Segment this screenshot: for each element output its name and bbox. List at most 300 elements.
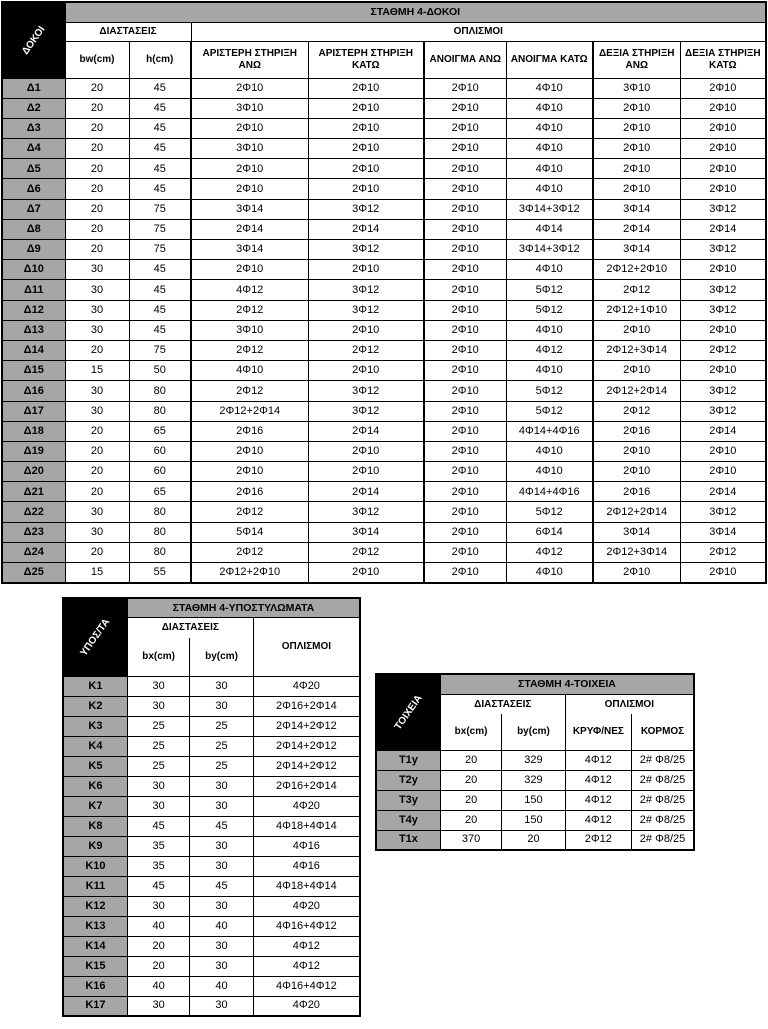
table-cell: 25 bbox=[127, 756, 189, 776]
table-cell: 4Φ10 bbox=[506, 320, 593, 340]
table-cell: 4Φ10 bbox=[506, 462, 593, 482]
beam-id: Δ14 bbox=[2, 340, 65, 360]
beam-row bbox=[2, 401, 766, 421]
beam-id: Δ16 bbox=[2, 381, 65, 401]
beams-dimensions-header: ΔΙΑΣΤΑΣΕΙΣ bbox=[65, 22, 191, 41]
table-cell: 40 bbox=[190, 916, 253, 936]
table-cell: 2Φ10 bbox=[424, 118, 506, 138]
table-cell: 4Φ10 bbox=[506, 118, 593, 138]
table-cell: 4Φ20 bbox=[253, 996, 360, 1016]
table-cell: 2Φ10 bbox=[424, 401, 506, 421]
beam-row bbox=[2, 118, 766, 138]
table-cell: 2Φ14 bbox=[680, 219, 766, 239]
table-cell: 2Φ10 bbox=[424, 199, 506, 219]
table-cell: 45 bbox=[190, 816, 253, 836]
table-cell: 2Φ12+2Φ14 bbox=[191, 401, 308, 421]
table-cell: 30 bbox=[65, 300, 129, 320]
table-cell: 3Φ14+3Φ12 bbox=[506, 240, 593, 260]
beams-table bbox=[1, 1, 767, 584]
table-cell: 2Φ10 bbox=[191, 462, 308, 482]
table-cell: 25 bbox=[127, 736, 189, 756]
table-cell: 25 bbox=[127, 716, 189, 736]
walls-column-header: by(cm) bbox=[502, 714, 565, 750]
wall-row bbox=[376, 790, 694, 810]
table-cell: 45 bbox=[129, 118, 191, 138]
table-cell: 4Φ10 bbox=[506, 78, 593, 98]
table-cell: 4Φ12 bbox=[565, 790, 631, 810]
table-cell: 2Φ10 bbox=[424, 502, 506, 522]
table-cell: 3Φ10 bbox=[191, 320, 308, 340]
table-cell: 329 bbox=[502, 770, 565, 790]
table-cell: 20 bbox=[65, 118, 129, 138]
table-cell: 2Φ10 bbox=[191, 159, 308, 179]
beam-row bbox=[2, 441, 766, 461]
table-cell: 30 bbox=[127, 896, 189, 916]
table-cell: 2Φ14 bbox=[680, 421, 766, 441]
table-cell: 30 bbox=[190, 896, 253, 916]
table-cell: 4Φ10 bbox=[506, 563, 593, 583]
table-cell: 4Φ16+4Φ12 bbox=[253, 916, 360, 936]
table-cell: 3Φ12 bbox=[680, 199, 766, 219]
beam-id: Δ12 bbox=[2, 300, 65, 320]
table-cell: 2Φ12 bbox=[593, 280, 680, 300]
table-cell: 2Φ10 bbox=[593, 139, 680, 159]
column-id: K6 bbox=[63, 776, 127, 796]
table-cell: 3Φ12 bbox=[680, 280, 766, 300]
column-id: K9 bbox=[63, 836, 127, 856]
beams-column-header: h(cm) bbox=[129, 41, 191, 78]
table-cell: 3Φ12 bbox=[680, 381, 766, 401]
beam-id: Δ3 bbox=[2, 118, 65, 138]
beam-row bbox=[2, 280, 766, 300]
table-cell: 2Φ10 bbox=[680, 320, 766, 340]
table-cell: 75 bbox=[129, 199, 191, 219]
table-cell: 30 bbox=[65, 260, 129, 280]
table-cell: 2Φ14 bbox=[308, 219, 424, 239]
wall-id: T2y bbox=[376, 770, 440, 790]
beams-column-header: ΔΕΞΙΑ ΣΤΗΡΙΞΗ ΚΑΤΩ bbox=[680, 41, 766, 78]
table-cell: 2Φ10 bbox=[424, 462, 506, 482]
table-cell: 4Φ10 bbox=[506, 260, 593, 280]
table-cell: 3Φ12 bbox=[680, 240, 766, 260]
table-cell: 45 bbox=[129, 320, 191, 340]
table-cell: 30 bbox=[65, 502, 129, 522]
table-cell: 40 bbox=[127, 916, 189, 936]
table-cell: 20 bbox=[127, 956, 189, 976]
table-cell: 2Φ10 bbox=[424, 563, 506, 583]
table-cell: 4Φ14 bbox=[506, 219, 593, 239]
table-cell: 2Φ12 bbox=[191, 542, 308, 562]
table-cell: 3Φ12 bbox=[308, 381, 424, 401]
beam-row bbox=[2, 542, 766, 562]
column-id: K10 bbox=[63, 856, 127, 876]
table-cell: 2Φ10 bbox=[308, 320, 424, 340]
beam-row bbox=[2, 139, 766, 159]
table-cell: 2Φ12 bbox=[593, 401, 680, 421]
table-cell: 4Φ16 bbox=[253, 836, 360, 856]
table-cell: 20 bbox=[65, 542, 129, 562]
column-row bbox=[63, 916, 360, 936]
table-cell: 40 bbox=[190, 976, 253, 996]
table-cell: 30 bbox=[190, 796, 253, 816]
table-cell: 2Φ14 bbox=[191, 219, 308, 239]
table-cell: 3Φ10 bbox=[593, 78, 680, 98]
table-cell: 3Φ14 bbox=[191, 240, 308, 260]
table-cell: 2Φ10 bbox=[308, 159, 424, 179]
wall-row bbox=[376, 830, 694, 850]
table-cell: 2Φ10 bbox=[680, 159, 766, 179]
table-cell: 4Φ12 bbox=[506, 340, 593, 360]
beam-row bbox=[2, 522, 766, 542]
table-cell: 45 bbox=[129, 78, 191, 98]
table-cell: 2Φ10 bbox=[680, 118, 766, 138]
table-cell: 4Φ18+4Φ14 bbox=[253, 876, 360, 896]
table-cell: 2Φ10 bbox=[191, 118, 308, 138]
table-cell: 2Φ10 bbox=[424, 280, 506, 300]
column-id: K11 bbox=[63, 876, 127, 896]
table-cell: 2Φ10 bbox=[424, 522, 506, 542]
beam-row bbox=[2, 98, 766, 118]
beams-corner-label: ΔΟΚΟΙ bbox=[2, 2, 65, 78]
table-cell: 2Φ10 bbox=[424, 441, 506, 461]
table-cell: 80 bbox=[129, 401, 191, 421]
table-cell: 3Φ14 bbox=[680, 522, 766, 542]
table-cell: 45 bbox=[129, 179, 191, 199]
table-cell: 329 bbox=[502, 750, 565, 770]
table-cell: 60 bbox=[129, 441, 191, 461]
table-cell: 2Φ16+2Φ14 bbox=[253, 696, 360, 716]
column-row bbox=[63, 856, 360, 876]
table-cell: 2Φ10 bbox=[308, 462, 424, 482]
column-id: K7 bbox=[63, 796, 127, 816]
columns-table bbox=[62, 597, 361, 1017]
table-cell: 4Φ10 bbox=[191, 361, 308, 381]
column-id: K8 bbox=[63, 816, 127, 836]
column-row bbox=[63, 956, 360, 976]
table-cell: 2Φ10 bbox=[593, 320, 680, 340]
table-cell: 4Φ12 bbox=[253, 956, 360, 976]
table-cell: 3Φ10 bbox=[191, 98, 308, 118]
table-cell: 30 bbox=[65, 381, 129, 401]
table-cell: 2Φ14+2Φ12 bbox=[253, 716, 360, 736]
columns-corner-label: ΥΠΟΣ/ΤΑ bbox=[63, 598, 127, 676]
table-cell: 3Φ14+3Φ12 bbox=[506, 199, 593, 219]
column-row bbox=[63, 756, 360, 776]
table-cell: 2Φ10 bbox=[424, 361, 506, 381]
table-cell: 2Φ12+3Φ14 bbox=[593, 542, 680, 562]
beam-id: Δ18 bbox=[2, 421, 65, 441]
table-cell: 2Φ10 bbox=[680, 98, 766, 118]
table-cell: 3Φ10 bbox=[191, 139, 308, 159]
table-cell: 4Φ16+4Φ12 bbox=[253, 976, 360, 996]
table-cell: 20 bbox=[440, 810, 501, 830]
columns-title: ΣΤΑΘΜΗ 4-ΥΠΟΣΤΥΛΩΜΑΤΑ bbox=[127, 598, 360, 617]
table-cell: 20 bbox=[65, 159, 129, 179]
beams-column-header: ΑΝΟΙΓΜΑ ΑΝΩ bbox=[424, 41, 506, 78]
table-cell: 2Φ10 bbox=[680, 563, 766, 583]
beam-row bbox=[2, 421, 766, 441]
walls-corner-label: ΤΟΙΧΕΙΑ bbox=[376, 674, 440, 750]
table-cell: 2# Φ8/25 bbox=[632, 810, 694, 830]
table-cell: 4Φ20 bbox=[253, 796, 360, 816]
table-cell: 80 bbox=[129, 542, 191, 562]
table-cell: 2# Φ8/25 bbox=[632, 770, 694, 790]
beam-id: Δ9 bbox=[2, 240, 65, 260]
table-cell: 2Φ16+2Φ14 bbox=[253, 776, 360, 796]
table-cell: 4Φ14+4Φ16 bbox=[506, 482, 593, 502]
table-cell: 3Φ12 bbox=[308, 240, 424, 260]
beam-id: Δ19 bbox=[2, 441, 65, 461]
table-cell: 2Φ12 bbox=[308, 340, 424, 360]
beam-row bbox=[2, 320, 766, 340]
table-cell: 2Φ10 bbox=[424, 340, 506, 360]
table-cell: 30 bbox=[190, 676, 253, 696]
table-cell: 2Φ12+3Φ14 bbox=[593, 340, 680, 360]
column-row bbox=[63, 896, 360, 916]
table-cell: 2Φ10 bbox=[680, 179, 766, 199]
table-cell: 80 bbox=[129, 502, 191, 522]
table-cell: 45 bbox=[129, 300, 191, 320]
table-cell: 45 bbox=[129, 280, 191, 300]
walls-reinforcement-header: ΟΠΛΙΣΜΟΙ bbox=[565, 694, 694, 714]
column-row bbox=[63, 736, 360, 756]
table-cell: 2Φ10 bbox=[680, 260, 766, 280]
table-cell: 2Φ10 bbox=[191, 441, 308, 461]
table-cell: 150 bbox=[502, 790, 565, 810]
table-cell: 2Φ10 bbox=[424, 240, 506, 260]
table-cell: 4Φ16 bbox=[253, 856, 360, 876]
table-cell: 2Φ12 bbox=[308, 542, 424, 562]
table-cell: 4Φ20 bbox=[253, 896, 360, 916]
beam-row bbox=[2, 199, 766, 219]
table-cell: 4Φ10 bbox=[506, 139, 593, 159]
table-cell: 30 bbox=[127, 796, 189, 816]
beam-id: Δ15 bbox=[2, 361, 65, 381]
table-cell: 3Φ14 bbox=[593, 240, 680, 260]
beam-id: Δ25 bbox=[2, 563, 65, 583]
column-id: K16 bbox=[63, 976, 127, 996]
table-cell: 3Φ14 bbox=[593, 199, 680, 219]
beam-row bbox=[2, 240, 766, 260]
table-cell: 25 bbox=[190, 736, 253, 756]
table-cell: 3Φ12 bbox=[308, 199, 424, 219]
table-cell: 2Φ10 bbox=[308, 361, 424, 381]
table-cell: 20 bbox=[65, 340, 129, 360]
beam-id: Δ10 bbox=[2, 260, 65, 280]
table-cell: 2Φ10 bbox=[593, 441, 680, 461]
beam-id: Δ11 bbox=[2, 280, 65, 300]
beam-row bbox=[2, 361, 766, 381]
table-cell: 2Φ12 bbox=[565, 830, 631, 850]
beam-id: Δ21 bbox=[2, 482, 65, 502]
beams-title: ΣΤΑΘΜΗ 4-ΔΟΚΟΙ bbox=[65, 2, 766, 22]
column-row bbox=[63, 676, 360, 696]
table-cell: 3Φ12 bbox=[308, 280, 424, 300]
table-cell: 2Φ10 bbox=[424, 78, 506, 98]
table-cell: 6Φ14 bbox=[506, 522, 593, 542]
walls-column-header: ΚΟΡΜΟΣ bbox=[632, 714, 694, 750]
table-cell: 2Φ10 bbox=[308, 441, 424, 461]
table-cell: 2Φ12+2Φ14 bbox=[593, 502, 680, 522]
column-id: K1 bbox=[63, 676, 127, 696]
table-cell: 2Φ10 bbox=[424, 300, 506, 320]
table-cell: 2Φ14 bbox=[593, 219, 680, 239]
table-cell: 2Φ10 bbox=[424, 320, 506, 340]
column-row bbox=[63, 876, 360, 896]
walls-title: ΣΤΑΘΜΗ 4-ΤΟΙΧΕΙΑ bbox=[440, 674, 694, 694]
table-cell: 2Φ14 bbox=[680, 482, 766, 502]
table-cell: 75 bbox=[129, 340, 191, 360]
table-cell: 2Φ10 bbox=[680, 441, 766, 461]
beam-row bbox=[2, 563, 766, 583]
table-cell: 5Φ12 bbox=[506, 502, 593, 522]
table-cell: 30 bbox=[65, 320, 129, 340]
table-cell: 2Φ12 bbox=[680, 340, 766, 360]
table-cell: 20 bbox=[65, 78, 129, 98]
table-cell: 20 bbox=[65, 421, 129, 441]
beam-row bbox=[2, 462, 766, 482]
beam-row bbox=[2, 300, 766, 320]
column-id: K2 bbox=[63, 696, 127, 716]
walls-dimensions-header: ΔΙΑΣΤΑΣΕΙΣ bbox=[440, 694, 565, 714]
table-cell: 2Φ10 bbox=[308, 563, 424, 583]
table-cell: 2Φ10 bbox=[593, 563, 680, 583]
wall-id: T1x bbox=[376, 830, 440, 850]
wall-id: T3y bbox=[376, 790, 440, 810]
table-cell: 60 bbox=[129, 462, 191, 482]
table-cell: 2Φ10 bbox=[308, 78, 424, 98]
beams-column-header: ΑΝΟΙΓΜΑ ΚΑΤΩ bbox=[506, 41, 593, 78]
table-cell: 20 bbox=[502, 830, 565, 850]
table-cell: 3Φ12 bbox=[680, 401, 766, 421]
table-cell: 30 bbox=[65, 280, 129, 300]
beam-row bbox=[2, 179, 766, 199]
beams-column-header: ΑΡΙΣΤΕΡΗ ΣΤΗΡΙΞΗ ΚΑΤΩ bbox=[308, 41, 424, 78]
beam-id: Δ8 bbox=[2, 219, 65, 239]
wall-id: T4y bbox=[376, 810, 440, 830]
table-cell: 2Φ16 bbox=[593, 421, 680, 441]
column-row bbox=[63, 696, 360, 716]
table-cell: 3Φ12 bbox=[308, 300, 424, 320]
table-cell: 65 bbox=[129, 482, 191, 502]
beams-column-header: ΑΡΙΣΤΕΡΗ ΣΤΗΡΙΞΗ ΑΝΩ bbox=[191, 41, 308, 78]
table-cell: 3Φ14 bbox=[593, 522, 680, 542]
beam-row bbox=[2, 482, 766, 502]
wall-row bbox=[376, 770, 694, 790]
column-row bbox=[63, 976, 360, 996]
table-cell: 75 bbox=[129, 219, 191, 239]
table-cell: 4Φ10 bbox=[506, 361, 593, 381]
beam-id: Δ13 bbox=[2, 320, 65, 340]
beam-id: Δ4 bbox=[2, 139, 65, 159]
table-cell: 2Φ10 bbox=[308, 179, 424, 199]
table-cell: 80 bbox=[129, 381, 191, 401]
table-cell: 2Φ12+1Φ10 bbox=[593, 300, 680, 320]
table-cell: 30 bbox=[127, 696, 189, 716]
column-row bbox=[63, 836, 360, 856]
table-cell: 5Φ12 bbox=[506, 401, 593, 421]
table-cell: 30 bbox=[190, 936, 253, 956]
table-cell: 2Φ14 bbox=[308, 482, 424, 502]
table-cell: 5Φ12 bbox=[506, 280, 593, 300]
walls-column-header: ΚΡΥΦ/ΝΕΣ bbox=[565, 714, 631, 750]
table-cell: 20 bbox=[127, 936, 189, 956]
table-cell: 2Φ10 bbox=[191, 179, 308, 199]
table-cell: 30 bbox=[127, 996, 189, 1016]
beam-row bbox=[2, 502, 766, 522]
table-cell: 2Φ12 bbox=[191, 502, 308, 522]
table-cell: 20 bbox=[440, 750, 501, 770]
table-cell: 2Φ10 bbox=[424, 179, 506, 199]
table-cell: 20 bbox=[65, 98, 129, 118]
columns-column-header: bx(cm) bbox=[127, 638, 189, 676]
table-cell: 2Φ10 bbox=[308, 139, 424, 159]
table-cell: 15 bbox=[65, 361, 129, 381]
table-cell: 2Φ12+2Φ10 bbox=[593, 260, 680, 280]
table-cell: 45 bbox=[129, 98, 191, 118]
table-cell: 3Φ14 bbox=[308, 522, 424, 542]
table-cell: 4Φ12 bbox=[565, 810, 631, 830]
beam-id: Δ7 bbox=[2, 199, 65, 219]
table-cell: 45 bbox=[127, 816, 189, 836]
column-id: K5 bbox=[63, 756, 127, 776]
columns-reinforcement-header: ΟΠΛΙΣΜΟΙ bbox=[253, 617, 360, 676]
table-cell: 25 bbox=[190, 716, 253, 736]
table-cell: 2Φ16 bbox=[191, 421, 308, 441]
table-cell: 2Φ10 bbox=[308, 98, 424, 118]
beam-id: Δ1 bbox=[2, 78, 65, 98]
table-cell: 2Φ14+2Φ12 bbox=[253, 756, 360, 776]
column-id: K13 bbox=[63, 916, 127, 936]
table-cell: 30 bbox=[127, 676, 189, 696]
table-cell: 2Φ10 bbox=[424, 482, 506, 502]
table-cell: 2Φ16 bbox=[191, 482, 308, 502]
table-cell: 4Φ12 bbox=[506, 542, 593, 562]
table-cell: 5Φ12 bbox=[506, 381, 593, 401]
table-cell: 30 bbox=[127, 776, 189, 796]
table-cell: 2Φ10 bbox=[593, 179, 680, 199]
table-cell: 30 bbox=[190, 696, 253, 716]
table-cell: 2Φ16 bbox=[593, 482, 680, 502]
table-cell: 45 bbox=[190, 876, 253, 896]
table-cell: 20 bbox=[65, 240, 129, 260]
beam-row bbox=[2, 219, 766, 239]
table-cell: 45 bbox=[129, 159, 191, 179]
table-cell: 2Φ10 bbox=[424, 139, 506, 159]
table-cell: 50 bbox=[129, 361, 191, 381]
table-cell: 4Φ10 bbox=[506, 98, 593, 118]
beam-id: Δ5 bbox=[2, 159, 65, 179]
table-cell: 5Φ14 bbox=[191, 522, 308, 542]
table-cell: 2Φ10 bbox=[424, 542, 506, 562]
beam-id: Δ2 bbox=[2, 98, 65, 118]
beam-row bbox=[2, 159, 766, 179]
table-cell: 20 bbox=[65, 139, 129, 159]
table-cell: 2Φ12 bbox=[191, 300, 308, 320]
table-cell: 2# Φ8/25 bbox=[632, 750, 694, 770]
table-cell: 4Φ12 bbox=[565, 750, 631, 770]
table-cell: 4Φ10 bbox=[506, 179, 593, 199]
table-cell: 4Φ12 bbox=[565, 770, 631, 790]
table-cell: 30 bbox=[190, 856, 253, 876]
table-cell: 35 bbox=[127, 856, 189, 876]
table-cell: 4Φ20 bbox=[253, 676, 360, 696]
column-id: K17 bbox=[63, 996, 127, 1016]
table-cell: 80 bbox=[129, 522, 191, 542]
beams-column-header: ΔΕΞΙΑ ΣΤΗΡΙΞΗ ΑΝΩ bbox=[593, 41, 680, 78]
table-cell: 2Φ10 bbox=[424, 98, 506, 118]
table-cell: 75 bbox=[129, 240, 191, 260]
